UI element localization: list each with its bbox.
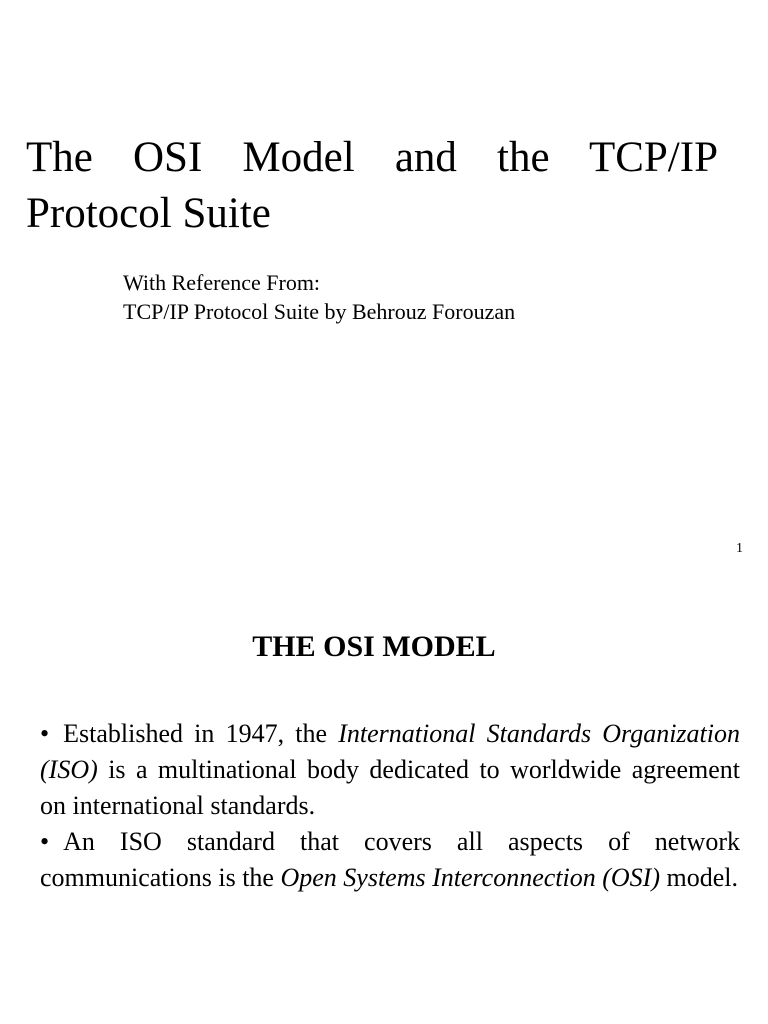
page-number: 1	[736, 541, 743, 556]
bullet-list	[40, 716, 740, 896]
reference-block	[123, 268, 723, 326]
bullet-text: An ISO standard that covers all aspects of network communications is the	[40, 827, 740, 892]
bullet-text: Established in 1947, the	[63, 719, 339, 748]
reference-label: With Reference From:	[123, 270, 321, 295]
bullet-item	[40, 824, 740, 896]
bullet-text: is a multinational body dedicated to worldwide agreement on international standards.	[40, 755, 740, 820]
osi-model-slide	[0, 570, 768, 1024]
section-heading: THE OSI MODEL	[252, 630, 496, 663]
slide-title: The OSI Model and the TCP/IP Protocol Suite	[26, 134, 718, 237]
reference-source: TCP/IP Protocol Suite by Behrouz Forouzan	[123, 299, 516, 324]
bullet-emphasis: Open Systems Interconnection (OSI)	[280, 863, 660, 892]
bullet-item	[40, 716, 740, 824]
bullet-emphasis: International Standards Organization (ISO)	[40, 719, 740, 784]
bullet-text: model.	[660, 863, 738, 892]
